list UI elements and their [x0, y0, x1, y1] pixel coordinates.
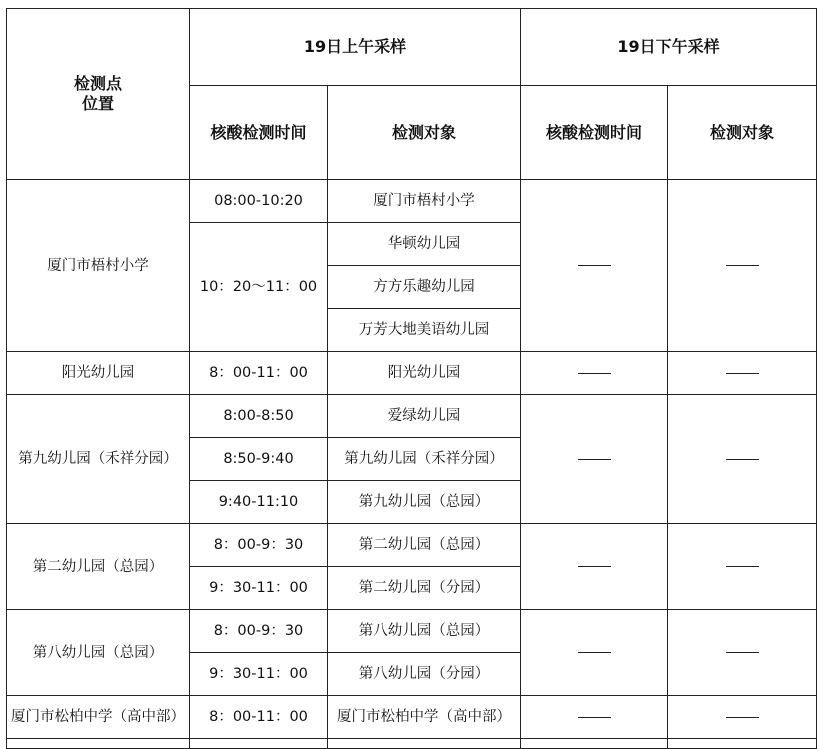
- dash-mark: [578, 717, 611, 718]
- table-row: [7, 395, 817, 438]
- dash-mark: [726, 373, 759, 374]
- cutoff-cell: [7, 739, 190, 749]
- afternoon-target-empty: [668, 524, 817, 610]
- cutoff-cell: [328, 739, 521, 749]
- target-cell: 爱绿幼儿园: [328, 395, 521, 438]
- time-cell: 9：30-11：00: [190, 653, 328, 696]
- location-cell: 阳光幼儿园: [7, 352, 190, 395]
- time-cell: 08:00-10:20: [190, 180, 328, 223]
- cutoff-cell: [668, 739, 817, 749]
- afternoon-target-header: 检测对象: [668, 86, 817, 180]
- target-cell: 第九幼儿园（总园）: [328, 481, 521, 524]
- afternoon-target-empty: [668, 610, 817, 696]
- table-row: [7, 524, 817, 567]
- afternoon-time-empty: [521, 395, 668, 524]
- location-cell: 厦门市松柏中学（高中部）: [7, 696, 190, 739]
- afternoon-time-empty: [521, 180, 668, 352]
- target-cell: 厦门市松柏中学（高中部）: [328, 696, 521, 739]
- target-cell: 第八幼儿园（总园）: [328, 610, 521, 653]
- target-cell: 第二幼儿园（总园）: [328, 524, 521, 567]
- target-cell: 厦门市梧村小学: [328, 180, 521, 223]
- dash-mark: [726, 652, 759, 653]
- target-cell: 第九幼儿园（禾祥分园）: [328, 438, 521, 481]
- time-cell: 8：00-11：00: [190, 352, 328, 395]
- table-row: [7, 180, 817, 223]
- afternoon-target-empty: [668, 180, 817, 352]
- target-cell: 方方乐趣幼儿园: [328, 266, 521, 309]
- time-cell: 9：30-11：00: [190, 567, 328, 610]
- location-cell: 厦门市梧村小学: [7, 180, 190, 352]
- dash-mark: [578, 566, 611, 567]
- location-header-line1: 检测点: [73, 74, 122, 93]
- dash-mark: [578, 265, 611, 266]
- table-row: [7, 352, 817, 395]
- target-cell: 第八幼儿园（分园）: [328, 653, 521, 696]
- location-cell: 第二幼儿园（总园）: [7, 524, 190, 610]
- location-cell: 第九幼儿园（禾祥分园）: [7, 395, 190, 524]
- afternoon-time-header: 核酸检测时间: [521, 86, 668, 180]
- dash-mark: [726, 717, 759, 718]
- afternoon-target-empty: [668, 352, 817, 395]
- target-cell: 万芳大地美语幼儿园: [328, 309, 521, 352]
- dash-mark: [578, 459, 611, 460]
- location-column-header: [7, 9, 190, 180]
- morning-time-header: 核酸检测时间: [190, 86, 328, 180]
- time-cell: 8：00-11：00: [190, 696, 328, 739]
- time-cell: 10：20～11：00: [190, 223, 328, 352]
- afternoon-target-empty: [668, 395, 817, 524]
- cutoff-cell: [190, 739, 328, 749]
- morning-sampling-header: 19日上午采样: [190, 9, 521, 86]
- dash-mark: [578, 652, 611, 653]
- time-cell: 9:40-11:10: [190, 481, 328, 524]
- dash-mark: [726, 566, 759, 567]
- table-row-cutoff: [7, 739, 817, 749]
- table-row: [7, 610, 817, 653]
- sampling-schedule-table: [6, 8, 817, 749]
- table-row: [7, 696, 817, 739]
- target-cell: 第二幼儿园（分园）: [328, 567, 521, 610]
- location-header-line2: 位置: [81, 94, 114, 113]
- time-cell: 8：00-9：30: [190, 524, 328, 567]
- dash-mark: [726, 459, 759, 460]
- dash-mark: [726, 265, 759, 266]
- afternoon-time-empty: [521, 352, 668, 395]
- afternoon-sampling-header: 19日下午采样: [521, 9, 817, 86]
- time-cell: 8:00-8:50: [190, 395, 328, 438]
- target-cell: 阳光幼儿园: [328, 352, 521, 395]
- time-cell: 8:50-9:40: [190, 438, 328, 481]
- cutoff-cell: [521, 739, 668, 749]
- afternoon-target-empty: [668, 696, 817, 739]
- afternoon-time-empty: [521, 524, 668, 610]
- location-cell: 第八幼儿园（总园）: [7, 610, 190, 696]
- afternoon-time-empty: [521, 696, 668, 739]
- dash-mark: [578, 373, 611, 374]
- afternoon-time-empty: [521, 610, 668, 696]
- morning-target-header: 检测对象: [328, 86, 521, 180]
- time-cell: 8：00-9：30: [190, 610, 328, 653]
- target-cell: 华顿幼儿园: [328, 223, 521, 266]
